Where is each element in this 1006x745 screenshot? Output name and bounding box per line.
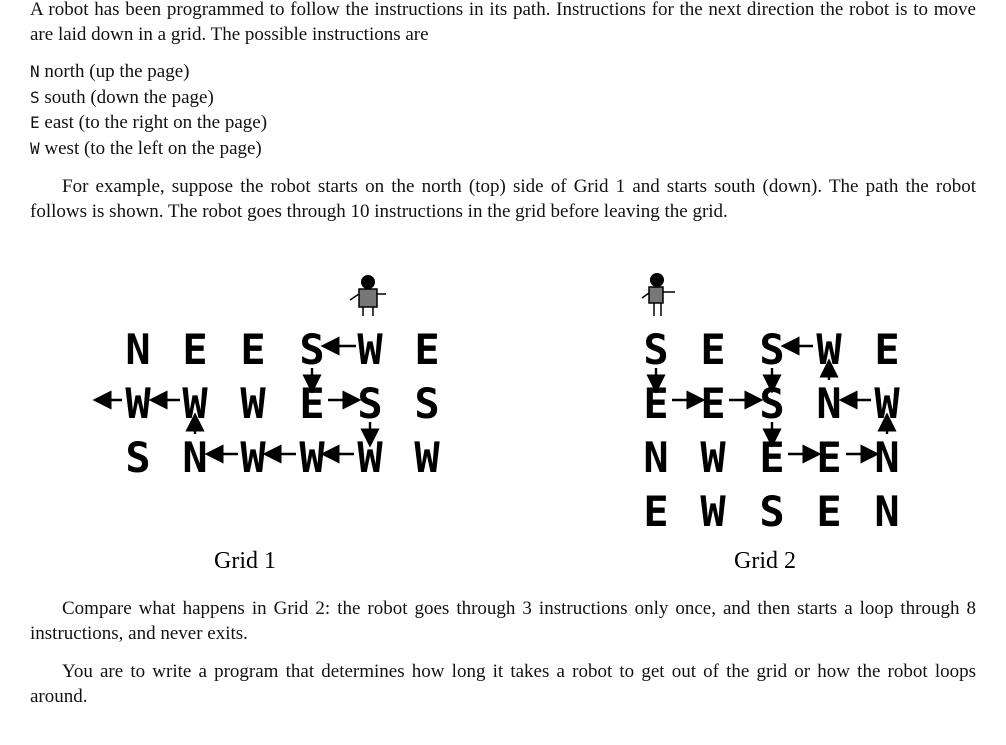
grid1-cell: W — [357, 325, 383, 374]
grid1-cell: N — [182, 433, 208, 482]
example-paragraph: For example, suppose the robot starts on the north (top) side of Grid 1 and starts south (down). The path the robot follows is shown. The robot goes through 10 instructions in the grid before leaving the grid. — [30, 176, 976, 222]
robot-icon — [350, 275, 386, 316]
grid1-cell: E — [182, 325, 208, 374]
grid2-cell: E — [700, 325, 726, 374]
grid2-cell: N — [816, 379, 842, 428]
grid1-cell: E — [414, 325, 440, 374]
grid2-cell: W — [700, 487, 726, 536]
grids-figure — [0, 260, 1006, 580]
grid1-cell: W — [299, 433, 325, 482]
grid2-caption: Grid 2 — [734, 548, 796, 574]
task-paragraph: You are to write a program that determines how long it takes a robot to get out of the grid or how the robot loops around. — [30, 661, 976, 707]
compare-paragraph: Compare what happens in Grid 2: the robot goes through 3 instructions only once, and then starts a loop through 8 instructions, and never exits. — [30, 598, 976, 644]
grid2-cell: N — [874, 433, 900, 482]
grid2-cell: E — [700, 379, 726, 428]
grid2-cell: W — [816, 325, 842, 374]
instruction-south — [30, 85, 214, 110]
grid2-cell: E — [643, 487, 669, 536]
grid2-cell: S — [643, 325, 669, 374]
grid2-cell: E — [874, 325, 900, 374]
grid2-cell: N — [643, 433, 669, 482]
instruction-code: S — [30, 88, 40, 107]
grid2-cell: W — [874, 379, 900, 428]
grid2-cell: E — [816, 433, 842, 482]
instruction-code: W — [30, 139, 40, 158]
grid1-cell: S — [125, 433, 151, 482]
grid1-cell: N — [125, 325, 151, 374]
instruction-west — [30, 136, 262, 161]
grid1-cell: S — [357, 379, 383, 428]
instruction-text: west (to the left on the page) — [44, 138, 262, 159]
instruction-code: N — [30, 62, 40, 81]
grid1-cell: S — [299, 325, 325, 374]
grid1-cell: W — [240, 433, 266, 482]
instruction-text: south (down the page) — [44, 87, 214, 108]
grid2-cell: S — [759, 379, 785, 428]
grid2-cell: W — [700, 433, 726, 482]
grid1-cell: E — [240, 325, 266, 374]
grid1-cell: W — [182, 379, 208, 428]
grids-svg — [0, 260, 1006, 580]
grid1-caption: Grid 1 — [214, 548, 276, 574]
instruction-text: north (up the page) — [44, 61, 190, 82]
grid1 — [102, 325, 440, 574]
grid2-cell: S — [759, 487, 785, 536]
grid1-cell: W — [414, 433, 440, 482]
grid1-cell: E — [299, 379, 325, 428]
grid1-cell: S — [414, 379, 440, 428]
instruction-east — [30, 110, 267, 135]
intro-paragraph: A robot has been programmed to follow the instructions in its path. Instructions for the next direction the robot is to move are laid down in a grid. The possible instructions are — [30, 0, 976, 45]
grid1-cell: W — [357, 433, 383, 482]
grid1-cell: W — [125, 379, 151, 428]
grid2-cell: E — [759, 433, 785, 482]
instruction-north — [30, 59, 189, 84]
grid2-cell: S — [759, 325, 785, 374]
grid1-cell: W — [240, 379, 266, 428]
grid2-cell: N — [874, 487, 900, 536]
grid2-cell: E — [816, 487, 842, 536]
grid2-cell: E — [643, 379, 669, 428]
robot-icon — [642, 273, 675, 316]
instruction-code: E — [30, 113, 40, 132]
instruction-text: east (to the right on the page) — [44, 112, 268, 133]
grid2 — [643, 325, 900, 574]
